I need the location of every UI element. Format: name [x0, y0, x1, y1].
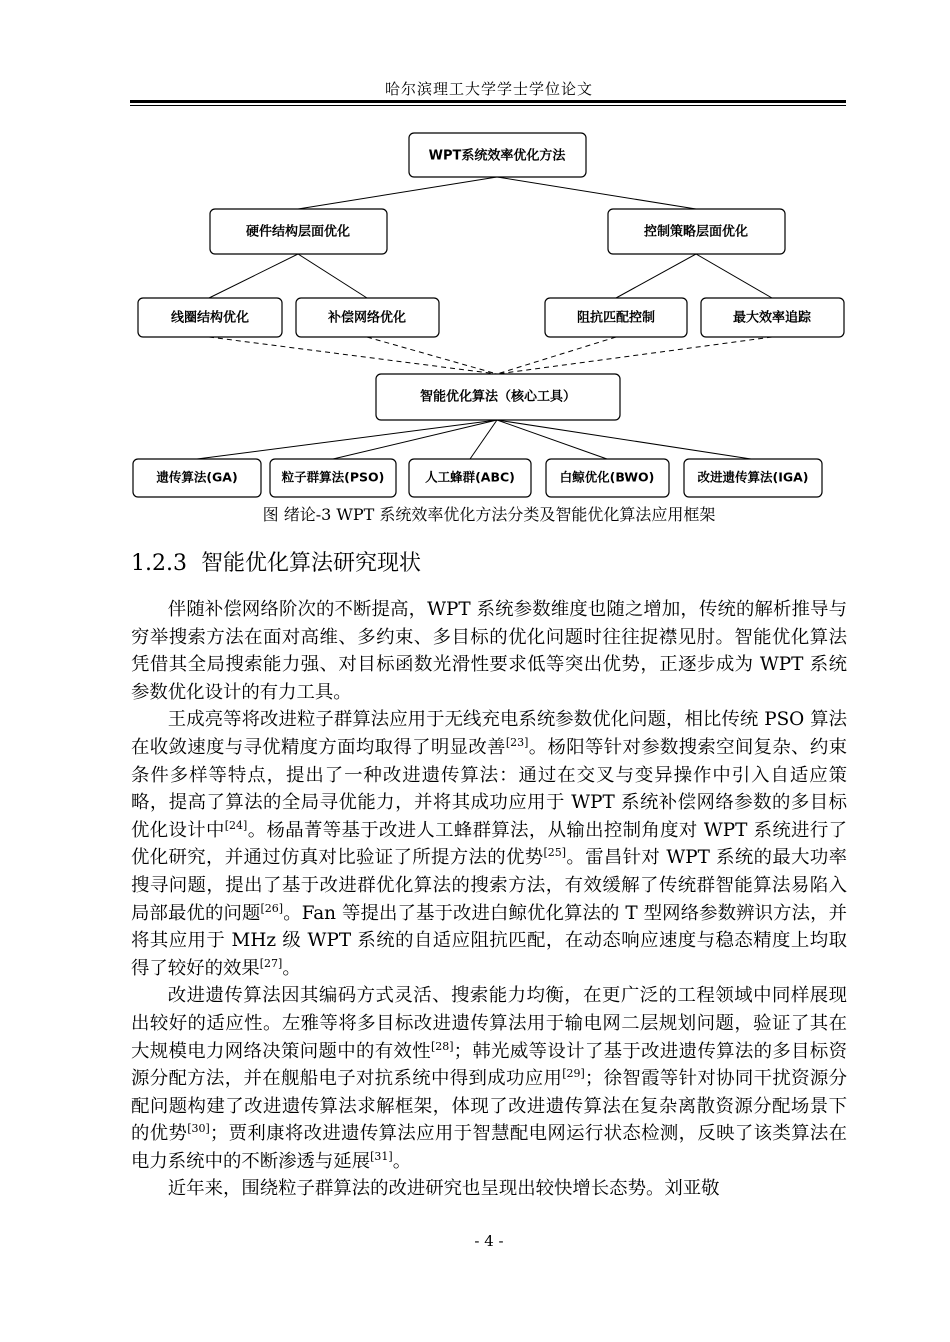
edge-right-mept: [696, 254, 772, 298]
paragraph-text: 。雷昌针对 WPT 系统的最大功率搜寻问题，提出了基于改进群优化算法的搜索方法，有效缓解了传统群智能算法易陷入局部最优的问题: [131, 847, 847, 924]
box-core-label: 智能优化算法（核心工具）: [419, 389, 577, 405]
box-mept-label: 最大效率追踪: [732, 310, 812, 326]
section-title: 智能优化算法研究现状: [200, 551, 421, 576]
box-abc-label: 人工蜂群(ABC): [425, 469, 515, 485]
body-paragraph: 伴随补偿网络阶次的不断提高，WPT 系统参数维度也随之增加，传统的解析推导与穷举搜索方法在面对高维、多约束、多目标的优化问题时往往捉襟见肘。智能优化算法凭借其全局搜索能力强、对目标函数光滑性要求低等突出优势，正逐步成为 WPT 系统参数优化设计的有力工具。: [131, 599, 847, 703]
edge-core-iga: [497, 420, 751, 459]
efficiency-optimization-diagram: [0, 0, 950, 510]
page-header-title: 哈尔滨理工大学学士学位论文: [384, 80, 593, 98]
paragraph-text: 。: [392, 1150, 412, 1172]
box-pso-label: 粒子群算法(PSO): [281, 469, 385, 485]
edge-core-bwo: [497, 420, 607, 459]
paragraph-text: ；徐智霞等针对协同干扰资源分配问题构建了改进遗传算法求解框架，体现了改进遗传算法在复杂离散资源分配场景下的优势: [131, 1068, 847, 1145]
citation-ref: [28]: [431, 1039, 454, 1053]
box-control-label: 控制策略层面优化: [643, 224, 749, 240]
page-number: - 4 -: [474, 1232, 504, 1250]
paragraph-text: ；韩光威等设计了基于改进遗传算法的多目标资源分配方法，并在舰船电子对抗系统中得到成功应用: [131, 1040, 847, 1090]
body-paragraph: 近年来，围绕粒子群算法的改进研究也呈现出较快增长态势。刘亚敬: [167, 1178, 720, 1200]
paragraph-text: 。杨阳等针对参数搜索空间复杂、约束条件多样等特点，提出了一种改进遗传算法：通过在交叉与变异操作中引入自适应策略，提高了算法的全局寻优能力，并将其成功应用于 WPT 系统补偿网络参数的多目标优化设计中: [131, 736, 847, 841]
paragraph-text: 改进遗传算法因其编码方式灵活、搜索能力均衡，在更广泛的工程领域中同样展现出较好的适应性。左雅等将多目标改进遗传算法用于输电网二层规划问题，验证了其在大规模电力网络决策问题中的有效性: [131, 985, 847, 1062]
dashed-edge-comp-core: [367, 337, 497, 374]
box-bwo-label: 白鲸优化(BWO): [559, 469, 655, 485]
box-compensation-label: 补偿网络优化: [327, 310, 407, 326]
dashed-edge-imped-core: [497, 337, 616, 374]
edge-left-comp: [298, 254, 367, 298]
section-number: 1.2.3: [131, 551, 187, 576]
box-coil-label: 线圈结构优化: [170, 310, 250, 326]
paragraph-text: 。Fan 等提出了基于改进白鲸优化算法的 T 型网络参数辨识方法，并将其应用于 MHz 级 WPT 系统的自适应阻抗匹配，在动态响应速度与稳态精度上均取得了较好的效果: [131, 902, 847, 979]
dashed-edge-mept-core: [497, 337, 772, 374]
dashed-edge-coil-core: [209, 337, 497, 374]
paragraph-text: 王成亮等将改进粒子群算法应用于无线充电系统参数优化问题，相比传统 PSO 算法在收敛速度与寻优精度方面均取得了明显改善: [131, 709, 847, 758]
box-hardware-label: 硬件结构层面优化: [245, 224, 351, 240]
body-paragraph: [131, 706, 847, 982]
paragraph-text: 。: [282, 957, 301, 979]
edge-core-pso: [333, 420, 497, 459]
paragraph-text: 。杨晶菁等基于改进人工蜂群算法，从输出控制角度对 WPT 系统进行了优化研究，并通过仿真对比验证了所提方法的优势: [131, 819, 847, 869]
citation-ref: [25]: [543, 846, 567, 860]
edge-left-coil: [209, 254, 298, 298]
edge-core-ga: [197, 420, 497, 459]
edge-root-right: [497, 177, 696, 209]
citation-ref: [31]: [370, 1149, 393, 1163]
citation-ref: [30]: [187, 1122, 210, 1136]
edge-right-imped: [616, 254, 696, 298]
body-text: [131, 596, 847, 1203]
figure-caption: 图 绪论-3 WPT 系统效率优化方法分类及智能优化算法应用框架: [262, 505, 716, 524]
citation-ref: [29]: [562, 1066, 585, 1080]
citation-ref: [24]: [224, 818, 248, 832]
box-ga-label: 遗传算法(GA): [156, 469, 238, 485]
box-root-label: WPT系统效率优化方法: [428, 148, 566, 164]
box-iga-label: 改进遗传算法(IGA): [697, 469, 809, 485]
section-heading: [131, 546, 421, 577]
edge-root-left: [298, 177, 497, 209]
citation-ref: [26]: [260, 901, 284, 915]
citation-ref: [23]: [505, 735, 529, 749]
body-paragraph: [131, 982, 847, 1175]
box-impedance-label: 阻抗匹配控制: [576, 310, 656, 326]
citation-ref: [27]: [259, 956, 283, 970]
paragraph-text: ；贾利康将改进遗传算法应用于智慧配电网运行状态检测，反映了该类算法在电力系统中的不断渗透与延展: [131, 1123, 847, 1172]
